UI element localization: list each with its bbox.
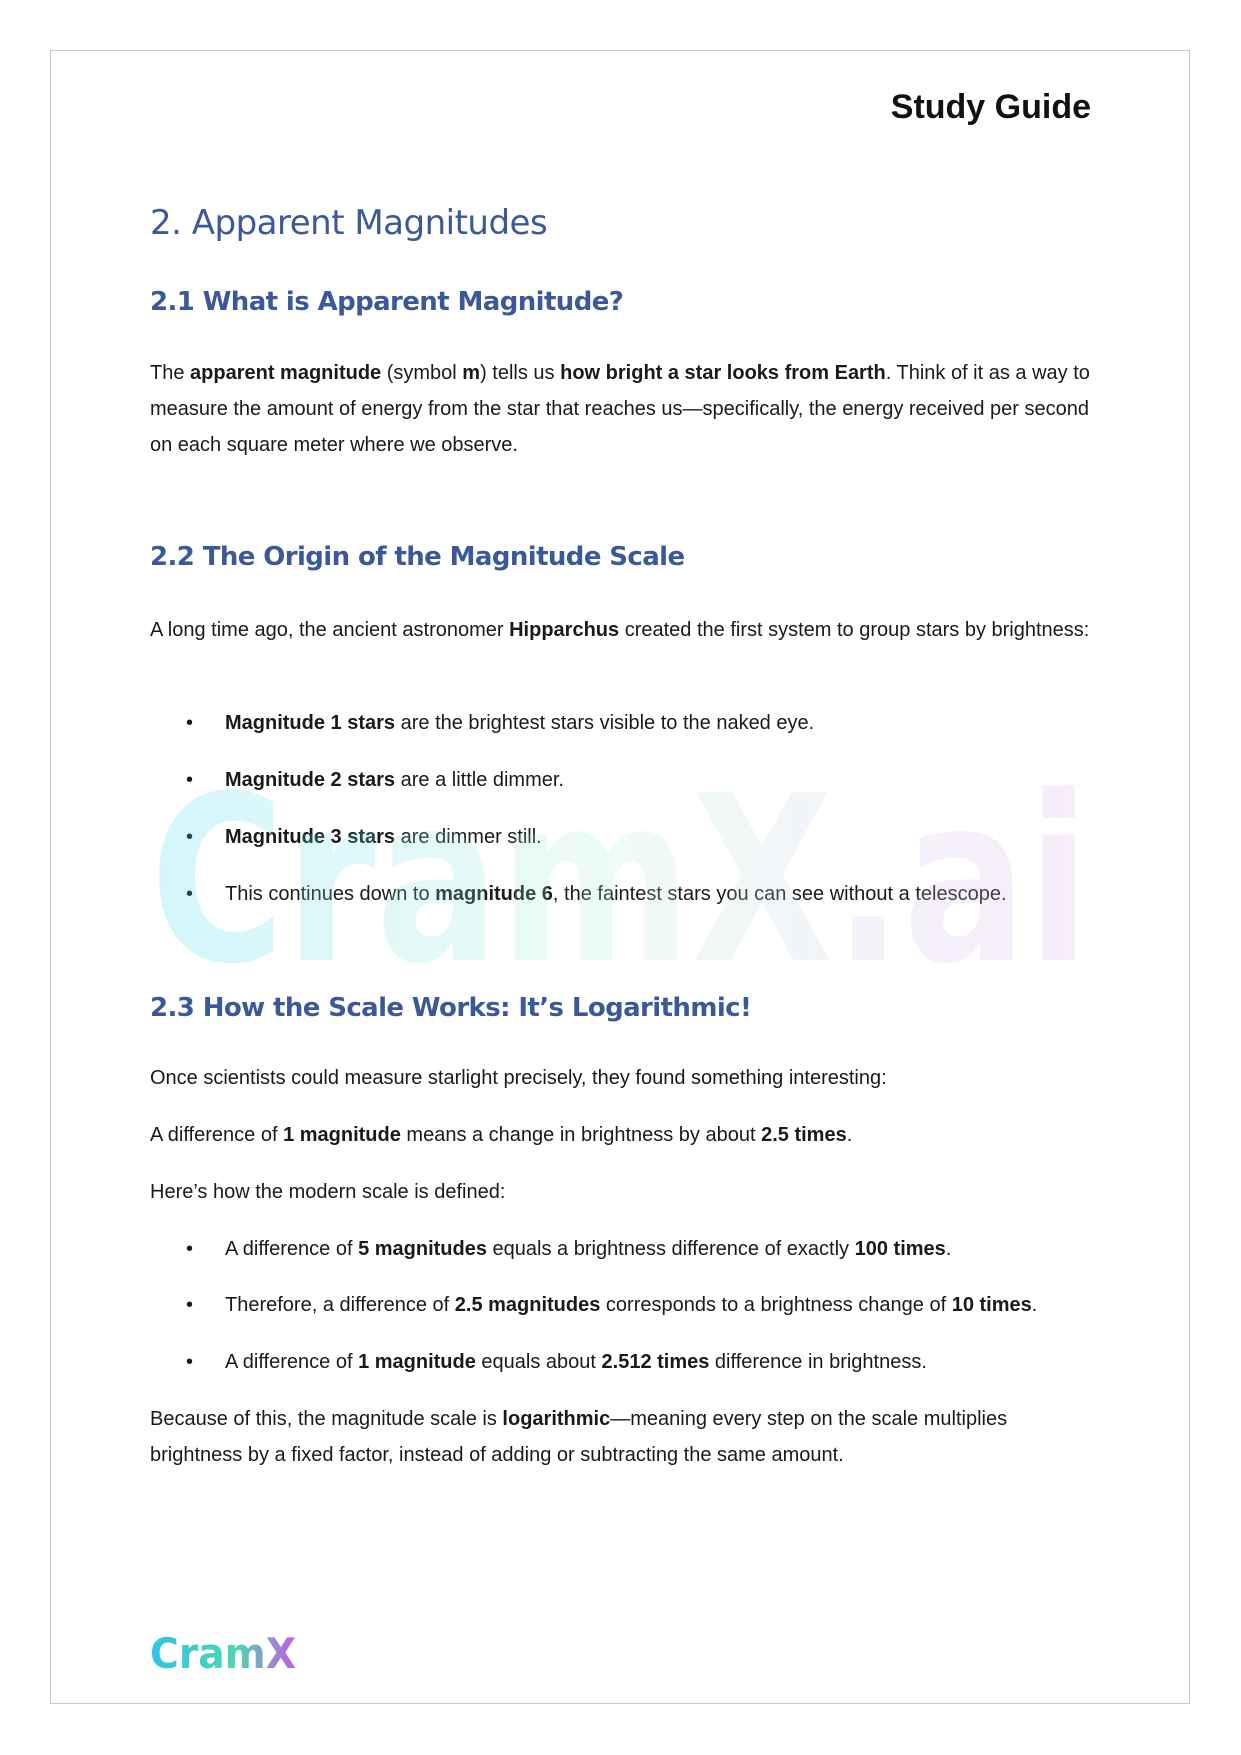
bold-text: magnitude 6 bbox=[435, 883, 553, 905]
subsection-heading-2-1: 2.1 What is Apparent Magnitude? bbox=[150, 287, 624, 317]
list-item-text: A difference of 1 magnitude equals about 2.512 times difference in brightness. bbox=[225, 1351, 927, 1373]
bold-text: how bright a star looks from Earth bbox=[560, 362, 886, 384]
list-item-text: Magnitude 2 stars are a little dimmer. bbox=[225, 769, 564, 791]
logarithmic-paragraph: Because of this, the magnitude scale is logarithmic—meaning every step on the scale multiplies brightness by a fixed factor, instead of adding or subtracting the same amount. bbox=[150, 1408, 1008, 1466]
watermark-text: CramX.ai bbox=[150, 755, 1090, 995]
bold-text: 1 magnitude bbox=[358, 1351, 476, 1373]
bullet-marker: • bbox=[186, 883, 194, 905]
list-item-text: Magnitude 3 stars are dimmer still. bbox=[225, 826, 542, 848]
bullet-marker: • bbox=[186, 712, 194, 734]
logo-text: CramX bbox=[150, 1629, 296, 1676]
bold-text: Magnitude 1 stars bbox=[225, 712, 396, 734]
bullet-marker: • bbox=[186, 826, 194, 848]
list-item-text: A difference of 5 magnitudes equals a brightness difference of exactly 100 times. bbox=[225, 1238, 952, 1260]
subsection-heading-2-2: 2.2 The Origin of the Magnitude Scale bbox=[150, 542, 685, 572]
bullet-marker: • bbox=[186, 1351, 194, 1373]
bullet-marker: • bbox=[186, 1294, 194, 1316]
bullet-marker: • bbox=[186, 769, 194, 791]
bold-text: Magnitude 3 stars bbox=[225, 826, 396, 848]
bold-text: apparent magnitude bbox=[190, 362, 382, 384]
apparent-magnitude-paragraph: The apparent magnitude (symbol m) tells us how bright a star looks from Earth. Think of it as a way to measure the amount of energy from the star that reaches us—specifically, the energy received per second on each square meter where we observe. bbox=[150, 362, 1090, 456]
hipparchus-paragraph: A long time ago, the ancient astronomer Hipparchus created the first system to group stars by brightness: bbox=[150, 619, 1090, 641]
list-item-text: Magnitude 1 stars are the brightest stars visible to the naked eye. bbox=[225, 712, 815, 734]
bold-text: 5 magnitudes bbox=[358, 1238, 487, 1260]
bold-text: 10 times bbox=[951, 1294, 1032, 1316]
bold-text: 2.512 times bbox=[601, 1351, 710, 1373]
bullet-marker: • bbox=[186, 1238, 194, 1260]
modern-scale-paragraph: Here’s how the modern scale is defined: bbox=[150, 1181, 506, 1203]
header-title: Study Guide bbox=[890, 88, 1091, 126]
bold-text: 2.5 magnitudes bbox=[454, 1294, 601, 1316]
bold-text: 1 magnitude bbox=[283, 1124, 401, 1146]
bold-text: m bbox=[462, 362, 481, 384]
cramx-logo bbox=[150, 1628, 310, 1676]
section-title: 2. Apparent Magnitudes bbox=[150, 203, 548, 243]
list-item-text: This continues down to magnitude 6, the faintest stars you can see without a telescope. bbox=[225, 883, 1007, 905]
one-magnitude-paragraph: A difference of 1 magnitude means a change in brightness by about 2.5 times. bbox=[150, 1124, 853, 1146]
bold-text: 2.5 times bbox=[761, 1124, 847, 1146]
bold-text: logarithmic bbox=[502, 1408, 611, 1430]
bold-text: Hipparchus bbox=[509, 619, 620, 641]
bold-text: 100 times bbox=[854, 1238, 946, 1260]
scientists-paragraph: Once scientists could measure starlight precisely, they found something interesting: bbox=[150, 1067, 887, 1089]
bold-text: Magnitude 2 stars bbox=[225, 769, 396, 791]
subsection-heading-2-3: 2.3 How the Scale Works: It’s Logarithmic! bbox=[150, 993, 752, 1023]
list-item-text: Therefore, a difference of 2.5 magnitudes corresponds to a brightness change of 10 times. bbox=[225, 1294, 1038, 1316]
